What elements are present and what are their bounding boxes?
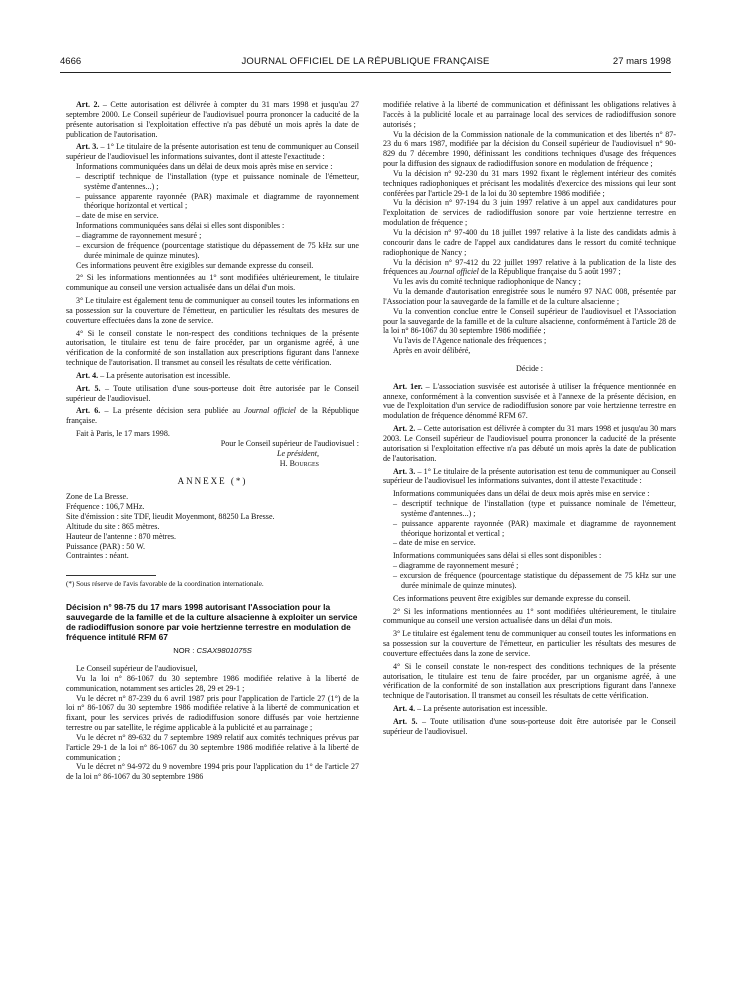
- article-2: Art. 2. – Cette autorisation est délivrée à compter du 31 mars 1998 et jusqu'au 30 mars 2003. Le Conseil supérieur de l'audiovisuel pourra prononcer la caducité de la présente autorisation si l'exploitation effective n'a pas débuté un mois après la date de publication de l'autorisation.: [383, 424, 676, 463]
- signature-pour: Pour le Conseil supérieur de l'audiovisuel :: [220, 439, 359, 448]
- footnote-rule: [66, 575, 156, 576]
- info-delay: Informations communiquées dans un délai de deux mois après mise en service :: [76, 162, 333, 172]
- info-nodelay: Informations communiquées sans délai si elles sont disponibles :: [76, 221, 285, 231]
- article-2: Art. 2. – Cette autorisation est délivrée à compter du 31 mars 1998 et jusqu'au 27 septembre 2000. Le Conseil supérieur de l'audiovisuel pourra prononcer la caducité de la présente autorisation si l'exploitation effective n'a pas débuté un mois après la date de publication de l'autorisation.: [66, 100, 359, 139]
- info-exigibles: Ces informations peuvent être exigibles sur demande expresse du conseil.: [393, 593, 631, 603]
- article-4: Art. 4. – La présente autorisation est incessible.: [393, 704, 548, 714]
- visa: Vu la convention conclue entre le Conseil supérieur de l'audiovisuel et l'Association pour la sauvegarde de la famille et de la culture alsacienne, conformément à l'article 28 de la loi n° 86-1067 du 30 septembre 1986 modifiée ;: [383, 306, 676, 336]
- list-item: – date de mise en service.: [393, 538, 476, 548]
- visa: Vu la décision de la Commission nationale de la communication et des libertés n° 87-23 du 6 mars 1987, modifiée par la décision du Conseil supérieur de l'audiovisuel n° 90-829 du 7 décembre 1990, définissant les conditions techniques d'usage des fréquences pour la diffusion des signaux de radiodiffusion sonore en modulation de fréquence ;: [383, 129, 676, 169]
- annexe-line: Fréquence : 106,7 MHz.: [66, 502, 145, 512]
- signature-president: Le président,: [276, 448, 319, 458]
- visa: Vu la demande d'autorisation enregistrée sous le numéro 97 NAC 008, présentée par l'Association pour la sauvegarde de la famille et de la culture alsacienne ;: [383, 287, 676, 306]
- list-item: – excursion de fréquence (pourcentage statistique du dépassement de 75 kHz sur une durée minimale de quinze minutes).: [393, 570, 676, 590]
- article-3: Art. 3. – 1° Le titulaire de la présente autorisation est tenu de communiquer au Conseil supérieur de l'audiovisuel les informations suivantes, dont il atteste l'exactitude :: [66, 142, 359, 162]
- visa: modifiée relative à la liberté de communication et définissant les obligations relatives à l'accès à la publicité locale et au parrainage local des services de radiodiffusion sonore autorisés ;: [383, 100, 676, 129]
- paragraph-3: 3° Le titulaire est également tenu de communiquer au conseil toutes les informations en sa possession sur la couverture de l'émetteur, en particulier les résultats des mesures de couverture effectuées dans la zone de service.: [66, 296, 359, 325]
- visa: Vu le décret n° 94-972 du 9 novembre 1994 pris pour l'application du 1° de l'article 27 de la loi n° 86-1067 du 30 septembre 1986: [66, 762, 359, 782]
- paragraph-2: 2° Si les informations mentionnées au 1° sont modifiées ultérieurement, le titulaire communique au conseil une version actualisée dans un délai d'un mois.: [383, 606, 676, 626]
- visa-journal: Vu la décision n° 97-412 du 22 juillet 1997 relative à la publication de la liste des fréquences au Journal officiel de la République française du 5 août 1997 ;: [383, 257, 676, 277]
- visa: Vu la loi n° 86-1067 du 30 septembre 1986 modifiée relative à la liberté de communication, notamment ses articles 28, 29 et 29-1 ;: [66, 673, 359, 693]
- info-delay: Informations communiquées dans un délai de deux mois après mise en service :: [393, 489, 650, 499]
- footnote: (*) Sous réserve de l'avis favorable de la coordination internationale.: [66, 580, 264, 589]
- list-item: – diagramme de rayonnement mesuré ;: [393, 561, 519, 571]
- paragraph-4: 4° Si le conseil constate le non-respect des conditions techniques de la présente autorisation, le titulaire est tenu de faire procéder, par un organisme agréé, à une vérification de la conformité de son installation aux prescriptions figurant dans l'annexe technique de l'autorisation. Il transmet au conseil les résultats de cette vérification.: [383, 661, 676, 701]
- conseil-intro: Le Conseil supérieur de l'audiovisuel,: [76, 663, 198, 673]
- page-number: 4666: [60, 56, 82, 67]
- paragraph-4: 4° Si le conseil constate le non-respect des conditions techniques de la présente autorisation, le titulaire est tenu de faire procéder, par un organisme agréé, à une vérification de la conformité de son installation aux prescriptions figurant dans l'annexe technique de l'autorisation. Il transmet au conseil les résultats de cette vérification.: [66, 328, 359, 368]
- signature-name: H. Bourges: [279, 458, 319, 468]
- visa: Vu la décision n° 97-400 du 18 juillet 1997 relative à la liste des candidats admis à concourir dans le cadre de l'appel aux candidatures dans le ressort du comité technique radiophonique de Nancy ;: [383, 227, 676, 257]
- decide-heading: Décide :: [515, 363, 544, 373]
- issue-date: 27 mars 1998: [612, 56, 671, 67]
- header-rule: [60, 72, 671, 73]
- list-item: – descriptif technique de l'installation (type et puissance nominale de l'émetteur, système d'antennes...) ;: [393, 499, 676, 518]
- article-5: Art. 5. – Toute utilisation d'une sous-porteuse doit être autorisée par le Conseil supérieur de l'audiovisuel.: [66, 383, 359, 403]
- list-item: – excursion de fréquence (pourcentage statistique du dépassement de 75 kHz sur une durée minimale de quinze minutes).: [76, 240, 359, 260]
- visa: Vu le décret n° 87-239 du 6 avril 1987 pris pour l'application de l'article 27 (1°) de la loi n° 86-1067 du 30 septembre 1986 modifiée relative à la liberté de communication et fixant, pour les services privés de radiodiffusion sonore diffusés par voie hertzienne terrestre ou par satellite, le régime applicable à la publicité et au parrainage ;: [66, 693, 359, 733]
- left-column: [66, 100, 359, 782]
- annexe-line: Hauteur de l'antenne : 870 mètres.: [66, 531, 177, 541]
- list-item: – diagramme de rayonnement mesuré ;: [76, 230, 202, 240]
- visa: Vu les avis du comité technique radiophonique de Nancy ;: [393, 277, 581, 287]
- list-item: – puissance apparente rayonnée (PAR) maximale et diagramme de rayonnement théorique horizontal et vertical ;: [76, 191, 359, 211]
- annexe-title: ANNEXE (*): [177, 475, 248, 486]
- list-item: – descriptif technique de l'installation (type et puissance nominale de l'émetteur, système d'antennes...) ;: [76, 171, 359, 191]
- info-nodelay: Informations communiquées sans délai si elles sont disponibles :: [393, 551, 602, 561]
- page-header: [60, 56, 671, 70]
- article-3: Art. 3. – 1° Le titulaire de la présente autorisation est tenu de communiquer au Conseil supérieur de l'audiovisuel les informations suivantes, dont il atteste l'exactitude :: [383, 466, 676, 486]
- paragraph-3: 3° Le titulaire est également tenu de communiquer au conseil toutes les informations en sa possession sur la couverture de l'émetteur, en particulier les résultats des mesures de couverture effectuées dans la zone de service.: [383, 629, 676, 658]
- article-1: Art. 1er. – L'association susvisée est autorisée à utiliser la fréquence mentionnée en annexe, conformément à la convention susvisée et à l'annexe de la présente décision, en vue de l'exploitation d'un service de radiodiffusion sonore par voie hertzienne terrestre en modulation de fréquence dénommé RFM 67.: [383, 381, 676, 421]
- annexe-line: Contraintes : néant.: [66, 551, 129, 561]
- journal-title: JOURNAL OFFICIEL DE LA RÉPUBLIQUE FRANÇAISE: [241, 56, 490, 67]
- visa: Vu le décret n° 89-632 du 7 septembre 1989 relatif aux comités techniques prévus par l'article 29-1 de la loi n° 86-1067 du 30 septembre 1986 modifiée relative à la liberté de communication ;: [66, 732, 359, 762]
- annexe-line: Puissance (PAR) : 50 W.: [66, 541, 146, 551]
- paragraph-2: 2° Si les informations mentionnées au 1° sont modifiées ultérieurement, le titulaire communique au conseil une version actualisée dans un délai d'un mois.: [66, 273, 359, 293]
- info-exigibles: Ces informations peuvent être exigibles sur demande expresse du conseil.: [76, 260, 314, 270]
- list-item: – date de mise en service.: [76, 211, 159, 221]
- deliberation: Après en avoir délibéré,: [393, 346, 471, 356]
- article-6: Art. 6. – La présente décision sera publiée au Journal officiel de la République française.: [66, 406, 359, 426]
- annexe-line: Site d'émission : site TDF, lieudit Moyenmont, 88250 La Bresse.: [66, 512, 275, 522]
- decision-title: Décision n° 98-75 du 17 mars 1998 autorisant l'Association pour la sauvegarde de la famille et de la culture alsacienne à exploiter un service de radiodiffusion sonore par voie hertzienne terrestre en modulation de fréquence intitulé RFM 67: [66, 602, 358, 643]
- visa: Vu la décision n° 97-194 du 3 juin 1997 relative à un appel aux candidatures pour l'exploitation de services de radiodiffusion sonore par voie hertzienne terrestre en modulation de fréquence ;: [383, 198, 676, 228]
- fait-a-paris: Fait à Paris, le 17 mars 1998.: [76, 429, 170, 439]
- article-5: Art. 5. – Toute utilisation d'une sous-porteuse doit être autorisée par le Conseil supérieur de l'audiovisuel.: [383, 716, 676, 736]
- annexe-line: Altitude du site : 865 mètres.: [66, 521, 160, 531]
- nor-reference: NOR : CSAX9801075S: [173, 646, 252, 656]
- right-column: [383, 100, 676, 737]
- visa: Vu la décision n° 92-230 du 31 mars 1992 fixant le règlement intérieur des comités techniques radiophoniques et précisant les modalités d'exercice des missions qui leur sont conférées par l'article 29-1 de la loi du 30 septembre 1986 modifiée ;: [383, 168, 676, 198]
- list-item: – puissance apparente rayonnée (PAR) maximale et diagramme de rayonnement théorique horizontal et vertical ;: [393, 518, 676, 538]
- annexe-line: Zone de La Bresse.: [66, 492, 129, 502]
- visa: Vu l'avis de l'Agence nationale des fréquences ;: [393, 336, 547, 346]
- article-4: Art. 4. – La présente autorisation est incessible.: [76, 370, 231, 380]
